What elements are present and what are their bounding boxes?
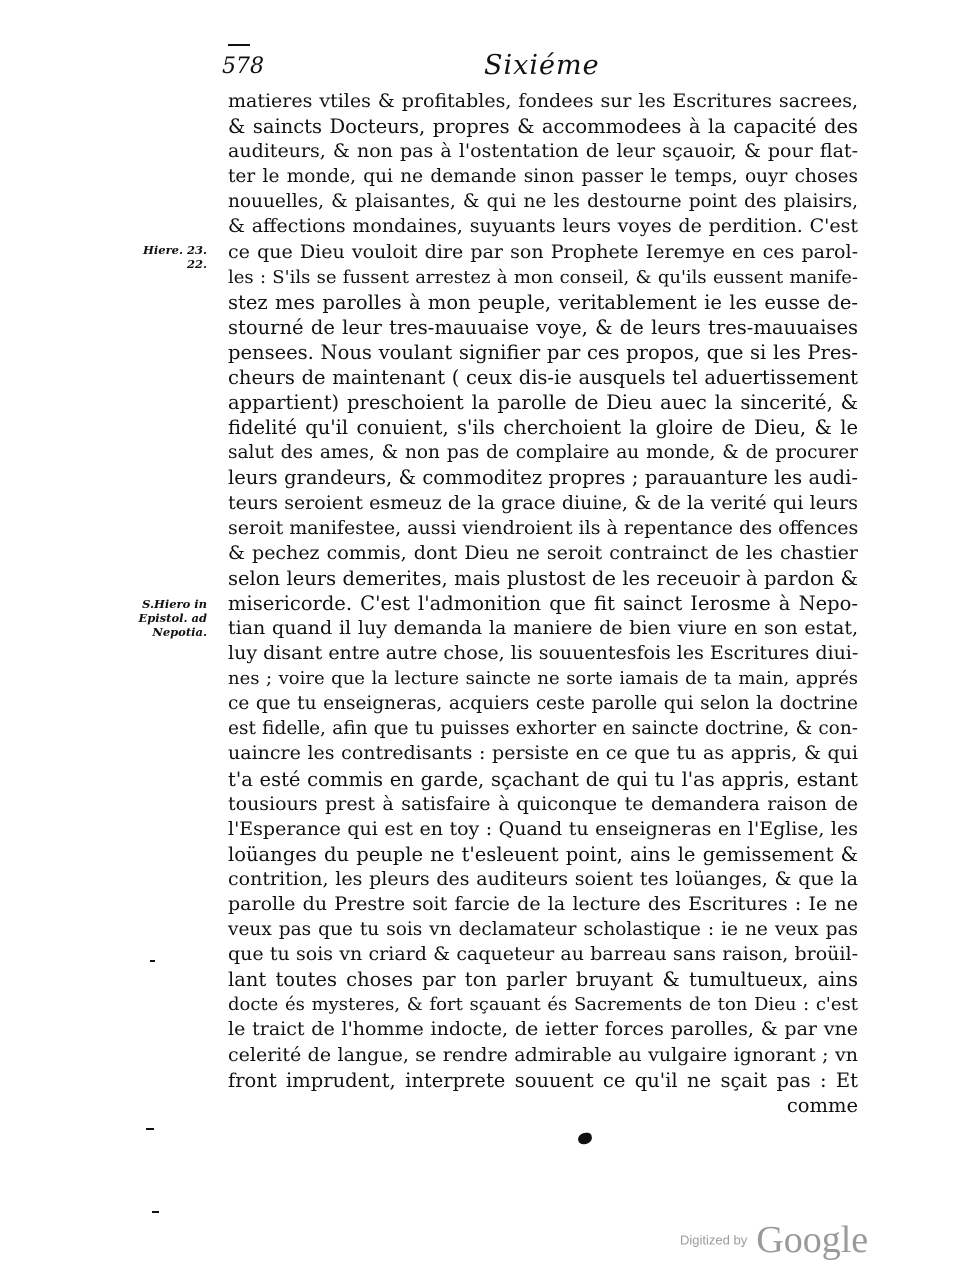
margin-note-hiere — [132, 243, 207, 271]
text-line: misericorde. C'est l'admonition que fit sainct Ierosme à Nepo- — [228, 591, 858, 615]
text-line: cheurs de maintenant ( ceux dis-ie ausquels tel aduertissement — [228, 366, 858, 390]
text-line: luy disant entre autre chose, lis souuentesfois les Escritures diui- — [228, 642, 859, 665]
text-line: veux pas que tu sois vn declamateur scholastique : ie ne veux pas — [228, 919, 858, 941]
text-line: docte és mysteres, & fort sçauant és Sacrements de ton Dieu : c'est — [228, 994, 858, 1016]
text-line: les : S'ils se fussent arrestez à mon conseil, & qu'ils eussent manife- — [228, 266, 858, 288]
text-line: & pechez commis, dont Dieu ne seroit contrainct de les chastier — [228, 541, 858, 564]
text-line: est fidelle, afin que tu puisses exhorter en saincte doctrine, & con- — [228, 718, 858, 740]
text-line: ce que Dieu vouloit dire par son Prophete Ieremye en ces parol- — [228, 240, 858, 263]
text-line: le traict de l'homme indocte, de ietter forces parolles, & par vne — [228, 1018, 858, 1041]
text-line: parolle du Prestre soit farcie de la lecture des Escritures : Ie ne — [228, 893, 858, 915]
margin-note-hiero — [132, 597, 207, 639]
google-logo: Google — [756, 1219, 869, 1261]
text-line: nes ; voire que la lecture saincte ne sorte iamais de ta main, apprés — [228, 668, 858, 690]
text-line: & saincts Docteurs, propres & accommodees à la capacité des — [228, 115, 858, 139]
text-line: celerité de langue, se rendre admirable au vulgaire ignorant ; vn — [228, 1043, 858, 1066]
text-line: que tu sois vn criard & caqueteur au barreau sans raison, broüil- — [228, 943, 858, 966]
page-header — [222, 50, 862, 86]
page-number: 578 — [222, 54, 264, 79]
margin-note-line: Epistol. ad — [138, 611, 207, 625]
text-line: auditeurs, & non pas à l'ostentation de leur sçauoir, & pour flat- — [228, 140, 858, 163]
margin-note-line: Hiere. 23. — [143, 243, 207, 257]
text-line: seroit manifestee, aussi viendroient ils à repentance des offences — [228, 516, 859, 539]
text-line: tousiours prest à satisfaire à quiconque te demandera raison de — [228, 792, 858, 815]
header-mark — [228, 44, 250, 46]
text-line: lant toutes choses par ton parler bruyant & tumultueux, ains — [228, 968, 858, 992]
text-line: contrition, les pleurs des auditeurs soient tes loüanges, & que la — [228, 867, 858, 890]
text-line: t'a esté commis en garde, sçachant de qui tu l'as appris, estant — [228, 767, 858, 791]
text-line: & affections mondaines, suyuants leurs voyes de perdition. C'est — [228, 215, 858, 238]
digitized-watermark — [680, 1218, 868, 1262]
running-head: Sixiéme — [484, 50, 600, 81]
text-line: teurs seroient esmeuz de la grace diuine, & de la verité qui leurs — [228, 491, 858, 514]
text-line: ce que tu enseigneras, acquiers ceste parolle qui selon la doctrine — [228, 693, 858, 715]
watermark-prefix: Digitized by — [680, 1232, 748, 1248]
text-line: uaincre les contredisants : persiste en ce que tu as appris, & qui — [228, 742, 858, 765]
text-line: ter le monde, qui ne demande sinon passer le temps, ouyr choses — [228, 166, 858, 188]
text-line: fidelité qu'il conuient, s'ils cherchoient la gloire de Dieu, & le — [228, 416, 858, 440]
text-line: pensees. Nous voulant signifier par ces propos, que si les Pres- — [228, 340, 858, 364]
text-line: stez mes parolles à mon peuple, veritablement ie les eusse de- — [228, 290, 858, 314]
margin-note-line: S.Hiero in — [142, 597, 207, 611]
margin-note-line: 22. — [186, 257, 207, 271]
text-line: salut des ames, & non pas de complaire au monde, & de procurer — [228, 442, 858, 464]
margin-note-line: Nepotia. — [152, 625, 207, 639]
text-line: stourné de leur tres-mauuaise voye, & de leurs tres-mauuaises — [228, 315, 858, 339]
text-line: l'Esperance qui est en toy : Quand tu enseigneras en l'Eglise, les — [228, 817, 858, 840]
text-line: front imprudent, interprete souuent ce qu'il ne sçait pas : Et — [228, 1068, 858, 1092]
text-line: nouuelles, & plaisantes, & qui ne les destourne point des plaisirs, — [228, 191, 858, 213]
scan-speck — [146, 1128, 154, 1130]
catchword: comme — [786, 1093, 858, 1117]
scan-speck — [150, 960, 155, 962]
text-line: tian quand il luy demanda la maniere de bien viure en son estat, — [228, 616, 858, 639]
text-line: leurs grandeurs, & commoditez propres ; parauanture les audi- — [228, 466, 858, 490]
text-line: selon leurs demerites, mais plustost de les receuoir à pardon & — [228, 566, 858, 590]
ornament-mark — [577, 1131, 593, 1145]
text-line: appartient) preschoient la parolle de Dieu auec la sincerité, & — [228, 391, 858, 415]
text-line: loüanges du peuple ne t'esleuent point, ains le gemissement & — [228, 842, 858, 866]
text-line: matieres vtiles & profitables, fondees sur les Escritures sacrees, — [228, 90, 858, 112]
scan-speck — [152, 1211, 159, 1213]
body-text — [228, 89, 858, 1118]
